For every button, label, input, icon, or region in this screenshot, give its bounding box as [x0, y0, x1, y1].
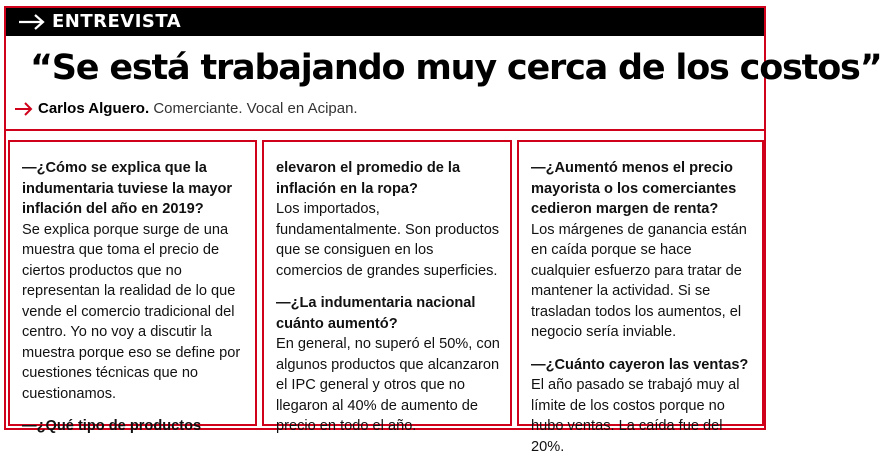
- headline: “Se está trabajando muy cerca de los costos”: [30, 48, 882, 88]
- column-1: [8, 140, 257, 434]
- question: —¿Cuánto cayeron las ventas?: [531, 356, 749, 373]
- column-2: [262, 140, 512, 434]
- answer: Los márgenes de ganancia están en caída porque se hace cualquier esfuerzo para tratar de mantener la actividad. Si se trasladan todos los aumentos, el negocio sería inviable.: [531, 221, 747, 340]
- section-tag-bar: [6, 8, 764, 36]
- question: —¿Aumentó menos el precio mayorista o los comerciantes cedieron margen de renta?: [531, 160, 737, 217]
- interviewee-role: Comerciante. Vocal en Acipan.: [153, 100, 358, 117]
- answer: En general, no superó el 50%, con algunos productos que alcanzaron el IPC general y otros que no llegaron al 40% de aumento de precio en todo el año.: [276, 336, 500, 434]
- divider: [6, 129, 764, 131]
- column-3: [517, 140, 764, 455]
- arrow-right-icon: [18, 13, 46, 31]
- question: —¿Qué tipo de productos: [22, 418, 202, 434]
- interviewee-name: Carlos Alguero.: [38, 100, 150, 117]
- answer: Los importados, fundamentalmente. Son productos que se consiguen en los comercios de grandes superficies.: [276, 201, 500, 279]
- byline: [38, 100, 358, 118]
- question: —¿Cómo se explica que la indumentaria tuviese la mayor inflación del año en 2019?: [22, 160, 233, 217]
- answer: El año pasado se trabajó muy al límite de los costos porque no hubo ventas. La caída fue del 20%.: [531, 377, 740, 455]
- arrow-right-icon: [14, 100, 34, 118]
- question: elevaron el promedio de la inflación en la ropa?: [276, 160, 461, 197]
- question: —¿La indumentaria nacional cuánto aumentó?: [276, 295, 476, 332]
- answer: Se explica porque surge de una muestra que toma el precio de ciertos productos que no representan la realidad de lo que vende el comercio tradicional del centro. Yo no voy a discutir la muestra porque eso se define por cuestiones técnicas que no cuestionamos.: [22, 221, 241, 402]
- interview-box: [4, 6, 882, 455]
- section-tag: ENTREVISTA: [52, 11, 182, 32]
